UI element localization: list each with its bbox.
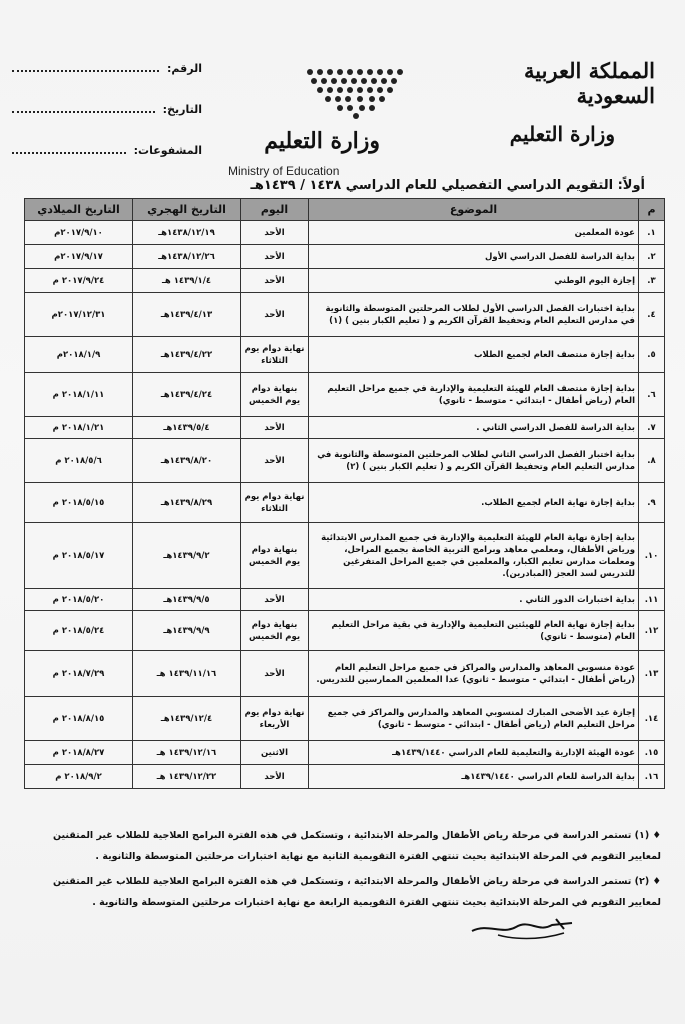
- header-num: م: [639, 199, 665, 221]
- attachments-label: المشفوعات: [138, 144, 202, 157]
- row-num: ١٠.: [639, 523, 665, 589]
- row-subject: بداية إجازة منتصف العام لجميع الطلاب: [309, 337, 639, 373]
- row-num: ٦.: [639, 373, 665, 417]
- row-hijri: ١٤٣٩/١١/١٦ هـ: [133, 651, 241, 697]
- date-label: التاريخ: [167, 103, 202, 116]
- table-row: [25, 293, 665, 337]
- row-hijri: ١٤٣٩/٨/٢٠هـ: [133, 439, 241, 483]
- row-subject: إجازة عيد الأضحى المبارك لمنسوبي المعاهد والمدارس والمراكز في جميع مراحل التعليم العام (رياض أطفال - ابتدائي - متوسط - ثانوي): [309, 697, 639, 741]
- table-row: [25, 337, 665, 373]
- table-row: [25, 523, 665, 589]
- row-subject: بداية الدراسة للعام الدراسي ١٤٣٩/١٤٤٠هـ: [309, 765, 639, 789]
- row-day: بنهاية دوام يوم الخميس: [241, 373, 309, 417]
- row-hijri: ١٤٣٩/٨/٢٩هـ: [133, 483, 241, 523]
- row-day: الأحد: [241, 765, 309, 789]
- row-day: الأحد: [241, 293, 309, 337]
- footnote-2: ♦ (٢) تستمر الدراسة في مرحلة رياض الأطفال والمرحلة الابتدائية ، وتستكمل في هذه الفترة البرامج العلاجية للطلاب غير المتقنين لمعايير التقويم في المرحلة الابتدائية بحيث تنتهي الفترة التقويمية الرابعة مع نهاية اختبارات مرحلتين المتوسطة والثانوية .: [52, 876, 661, 908]
- footnote-1: ♦ (١) تستمر الدراسة في مرحلة رياض الأطفال والمرحلة الابتدائية ، وتستكمل في هذه الفترة البرامج العلاجية للطلاب غير المتقنين لمعايير التقويم في المرحلة الابتدائية بحيث تنتهي الفترة التقويمية الثانية مع نهاية اختبارات مرحلتين المتوسطة والثانوية .: [52, 830, 661, 862]
- table-row: [25, 697, 665, 741]
- row-hijri: ١٤٣٩/١٢/٢٢ هـ: [133, 765, 241, 789]
- row-num: ٢.: [639, 245, 665, 269]
- row-subject: عودة الهيئة الإدارية والتعليمية للعام الدراسي ١٤٣٩/١٤٤٠هـ: [309, 741, 639, 765]
- table-row: [25, 651, 665, 697]
- row-num: ٨.: [639, 439, 665, 483]
- attachments-dots: [12, 142, 126, 154]
- row-num: ١٣.: [639, 651, 665, 697]
- row-num: ٥.: [639, 337, 665, 373]
- row-gregorian: ٢٠١٨/١/٢١ م: [25, 417, 133, 439]
- row-hijri: ١٤٣٨/١٢/٢٦هـ: [133, 245, 241, 269]
- row-hijri: ١٤٣٩/١٢/١٦ هـ: [133, 741, 241, 765]
- row-day: بنهاية دوام يوم الخميس: [241, 523, 309, 589]
- row-hijri: ١٤٣٩/٩/٩هـ: [133, 611, 241, 651]
- signature-icon: [468, 905, 578, 945]
- row-gregorian: ٢٠١٨/٧/٢٩ م: [25, 651, 133, 697]
- row-gregorian: ٢٠١٨/٨/٢٧ م: [25, 741, 133, 765]
- row-num: ١٢.: [639, 611, 665, 651]
- row-gregorian: ٢٠١٧/١٢/٣١م: [25, 293, 133, 337]
- header-hijri: التاريخ الهجري: [133, 199, 241, 221]
- row-gregorian: ٢٠١٧/٩/٢٤ م: [25, 269, 133, 293]
- footnotes: [36, 825, 661, 917]
- attachments-field: المشفوعات :: [12, 142, 202, 157]
- row-day: الأحد: [241, 221, 309, 245]
- row-hijri: ١٤٣٩/٤/٢٢هـ: [133, 337, 241, 373]
- letterhead-fields: [12, 60, 202, 183]
- table-row: [25, 269, 665, 293]
- header-subject: الموضوع: [309, 199, 639, 221]
- date-dots: [12, 101, 155, 113]
- row-hijri: ١٤٣٩/٩/٢هـ: [133, 523, 241, 589]
- row-subject: بداية اختبار الفصل الدراسي الثاني لطلاب المرحلتين المتوسطة والثانوية في مدارس التعليم العام وتحفيظ القرآن الكريم و ( تعليم الكبار بنين ) (٢): [309, 439, 639, 483]
- table-row: [25, 611, 665, 651]
- calendar-table: [24, 198, 665, 789]
- row-day: نهاية دوام يوم الثلاثاء: [241, 337, 309, 373]
- row-subject: إجازة اليوم الوطني: [309, 269, 639, 293]
- reference-number-field: الرقم :: [12, 60, 202, 75]
- row-gregorian: ٢٠١٨/٥/٢٤ م: [25, 611, 133, 651]
- table-row: [25, 221, 665, 245]
- row-gregorian: ٢٠١٨/٩/٢ م: [25, 765, 133, 789]
- row-subject: بداية إجازة نهاية العام لجميع الطلاب.: [309, 483, 639, 523]
- row-subject: بداية اختبارات الدور الثاني .: [309, 589, 639, 611]
- row-day: الأحد: [241, 417, 309, 439]
- row-day: الأحد: [241, 439, 309, 483]
- table-row: [25, 439, 665, 483]
- table-row: [25, 373, 665, 417]
- row-hijri: ١٤٣٩/١٢/٤هـ: [133, 697, 241, 741]
- row-day: الأحد: [241, 269, 309, 293]
- row-hijri: ١٤٣٩/٩/٥هـ: [133, 589, 241, 611]
- row-subject: عودة المعلمين: [309, 221, 639, 245]
- row-day: نهاية دوام يوم الأربعاء: [241, 697, 309, 741]
- row-day: بنهاية دوام يوم الخميس: [241, 611, 309, 651]
- date-field: التاريخ :: [12, 101, 202, 116]
- row-num: ١٦.: [639, 765, 665, 789]
- row-subject: بداية إجازة نهاية العام للهيئة التعليمية والإدارية في جميع المدارس الابتدائية ورياض الأطفال، ومعلمي معاهد وبرامج التربية الخاصة بجميع المراحل، ومعلمات مدارس تعليم الكبار، والمعلمين في جميع المراحل المتفرغين للتدريس لسد العجز (المبادرين).: [309, 523, 639, 589]
- table-row: [25, 765, 665, 789]
- row-day: الاثنين: [241, 741, 309, 765]
- row-num: ٧.: [639, 417, 665, 439]
- row-num: ١٥.: [639, 741, 665, 765]
- ministry-name: وزارة التعليم: [509, 122, 615, 146]
- table-row: [25, 245, 665, 269]
- row-day: الأحد: [241, 589, 309, 611]
- row-subject: بداية الدراسة للفصل الدراسي الثاني .: [309, 417, 639, 439]
- row-subject: بداية اختبارات الفصل الدراسي الأول لطلاب المرحلتين المتوسطة والثانوية في مدارس التعليم العام وتحفيظ القرآن الكريم و ( تعليم الكبار بنين ) (١): [309, 293, 639, 337]
- logo-english-text: Ministry of Education: [228, 164, 340, 178]
- row-day: الأحد: [241, 245, 309, 269]
- row-gregorian: ٢٠١٧/٩/١٧م: [25, 245, 133, 269]
- row-day: نهاية دوام يوم الثلاثاء: [241, 483, 309, 523]
- row-gregorian: ٢٠١٨/١/١١ م: [25, 373, 133, 417]
- letterhead-right: [465, 58, 655, 146]
- row-hijri: ١٤٣٩/٤/٢٤هـ: [133, 373, 241, 417]
- header-day: اليوم: [241, 199, 309, 221]
- row-num: ٩.: [639, 483, 665, 523]
- reference-number-dots: [12, 60, 159, 72]
- table-row: [25, 589, 665, 611]
- row-num: ٣.: [639, 269, 665, 293]
- row-hijri: ١٤٣٩/٤/١٣هـ: [133, 293, 241, 337]
- section-title: أولاً: التقويم الدراسي التفصيلي للعام الدراسي ١٤٣٨ / ١٤٣٩هـ: [250, 178, 645, 193]
- table-header-row: [25, 199, 665, 221]
- row-hijri: ١٤٣٩/٥/٤هـ: [133, 417, 241, 439]
- row-num: ١٤.: [639, 697, 665, 741]
- row-gregorian: ٢٠١٨/٥/١٥ م: [25, 483, 133, 523]
- row-subject: بداية الدراسة للفصل الدراسي الأول: [309, 245, 639, 269]
- row-day: الأحد: [241, 651, 309, 697]
- logo-arabic-text: وزارة التعليم: [264, 128, 380, 154]
- row-gregorian: ٢٠١٨/٥/١٧ م: [25, 523, 133, 589]
- row-num: ١١.: [639, 589, 665, 611]
- header-gregorian: التاريخ الميلادي: [25, 199, 133, 221]
- row-num: ٤.: [639, 293, 665, 337]
- table-row: [25, 741, 665, 765]
- row-gregorian: ٢٠١٨/٥/٢٠ م: [25, 589, 133, 611]
- row-hijri: ١٤٣٨/١٢/١٩هـ: [133, 221, 241, 245]
- table-row: [25, 417, 665, 439]
- table-row: [25, 483, 665, 523]
- row-subject: بداية إجازة منتصف العام للهيئة التعليمية والإدارية في جميع مراحل التعليم العام (رياض أطفال - ابتدائي - متوسط - ثانوي): [309, 373, 639, 417]
- reference-number-label: الرقم: [171, 62, 202, 75]
- row-gregorian: ٢٠١٨/٥/٦ م: [25, 439, 133, 483]
- row-gregorian: ٢٠١٧/٩/١٠م: [25, 221, 133, 245]
- row-gregorian: ٢٠١٨/١/٩م: [25, 337, 133, 373]
- row-num: ١.: [639, 221, 665, 245]
- row-hijri: ١٤٣٩/١/٤ هـ: [133, 269, 241, 293]
- row-subject: عودة منسوبي المعاهد والمدارس والمراكز في جميع مراحل التعليم العام (رياض أطفال - ابتدائي - متوسط - ثانوي) عدا المعلمين الممارسين للتدريس.: [309, 651, 639, 697]
- row-gregorian: ٢٠١٨/٨/١٥ م: [25, 697, 133, 741]
- kingdom-name: المملكة العربية السعودية: [523, 58, 655, 108]
- row-subject: بداية إجازة نهاية العام للهيئتين التعليمية والإدارية في بقية مراحل التعليم العام (متوسط - ثانوي): [309, 611, 639, 651]
